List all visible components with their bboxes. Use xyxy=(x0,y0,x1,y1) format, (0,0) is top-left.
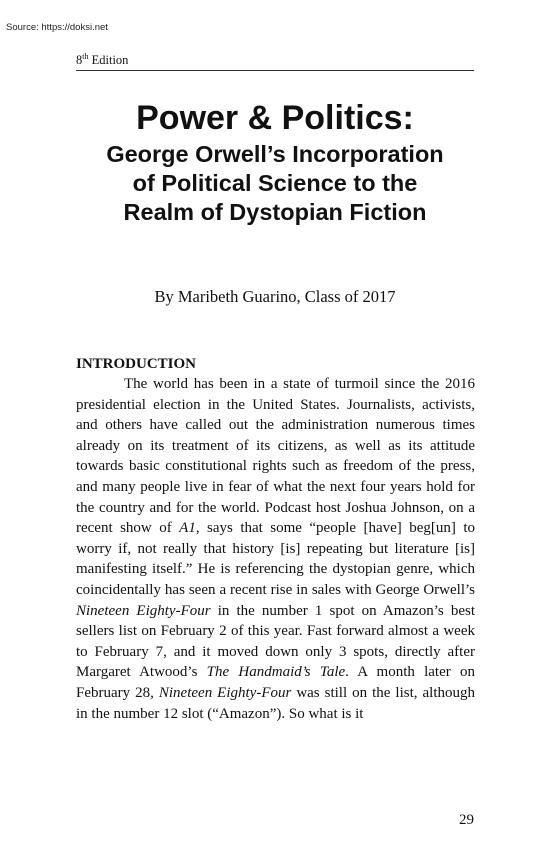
body-paragraph xyxy=(76,374,475,724)
text-run: The world has been in a state of turmoil since the 2016 presidential election in the United States. Journalists, activists, and others have called out the administration numerous times already on its treatment of its citizens, as well as its attitude towards basic constitutional rights such as freedom of the press, and many people live in fear of what the next four years hold for the country and for the world. Podcast host Joshua Johnson, on a recent show of xyxy=(76,376,475,537)
text-run: in the number 1 spot on Amazon’s best sellers list on February 2 of this year. Fast forward almost a week to February 7, and it moved down only 3 spots, directly after Margaret Atwood’s xyxy=(76,602,475,681)
source-label: Source: https://doksi.net xyxy=(6,22,108,33)
subtitle-line: George Orwell’s Incorporation xyxy=(106,141,444,167)
title-subtitle xyxy=(60,140,490,227)
edition-ordinal: th xyxy=(82,52,89,61)
edition-label: Edition xyxy=(88,53,129,68)
edition-number: 8 xyxy=(76,53,83,68)
text-run: , says that some “people [have] beg[un] to worry if, not really that history [is] repeating but literature [is] manifesting itself.” He is referencing the dystopian genre, which coincidentally has seen a recent rise in sales with George Orwell’s xyxy=(76,520,475,598)
section-heading: INTRODUCTION xyxy=(76,356,197,372)
page-number: 29 xyxy=(459,812,474,828)
subtitle-line: of Political Science to the xyxy=(132,170,418,196)
article-title xyxy=(60,98,490,227)
running-header xyxy=(76,52,474,71)
title-main: Power & Politics: xyxy=(136,99,414,137)
subtitle-line: Realm of Dystopian Fiction xyxy=(123,199,427,225)
italic-title: The Handmaid’s Tale xyxy=(206,664,346,681)
text-run: . A month later on February 28, xyxy=(76,664,475,701)
italic-title: A1 xyxy=(179,520,196,537)
author-byline: By Maribeth Guarino, Class of 2017 xyxy=(154,287,396,306)
italic-title: Nineteen Eighty-Four xyxy=(158,684,292,701)
italic-title: Nineteen Eighty-Four xyxy=(76,602,211,619)
article-body xyxy=(76,354,475,724)
text-run: was still on the list, although in the number 12 slot (“Amazon”). So what is it xyxy=(76,684,475,722)
